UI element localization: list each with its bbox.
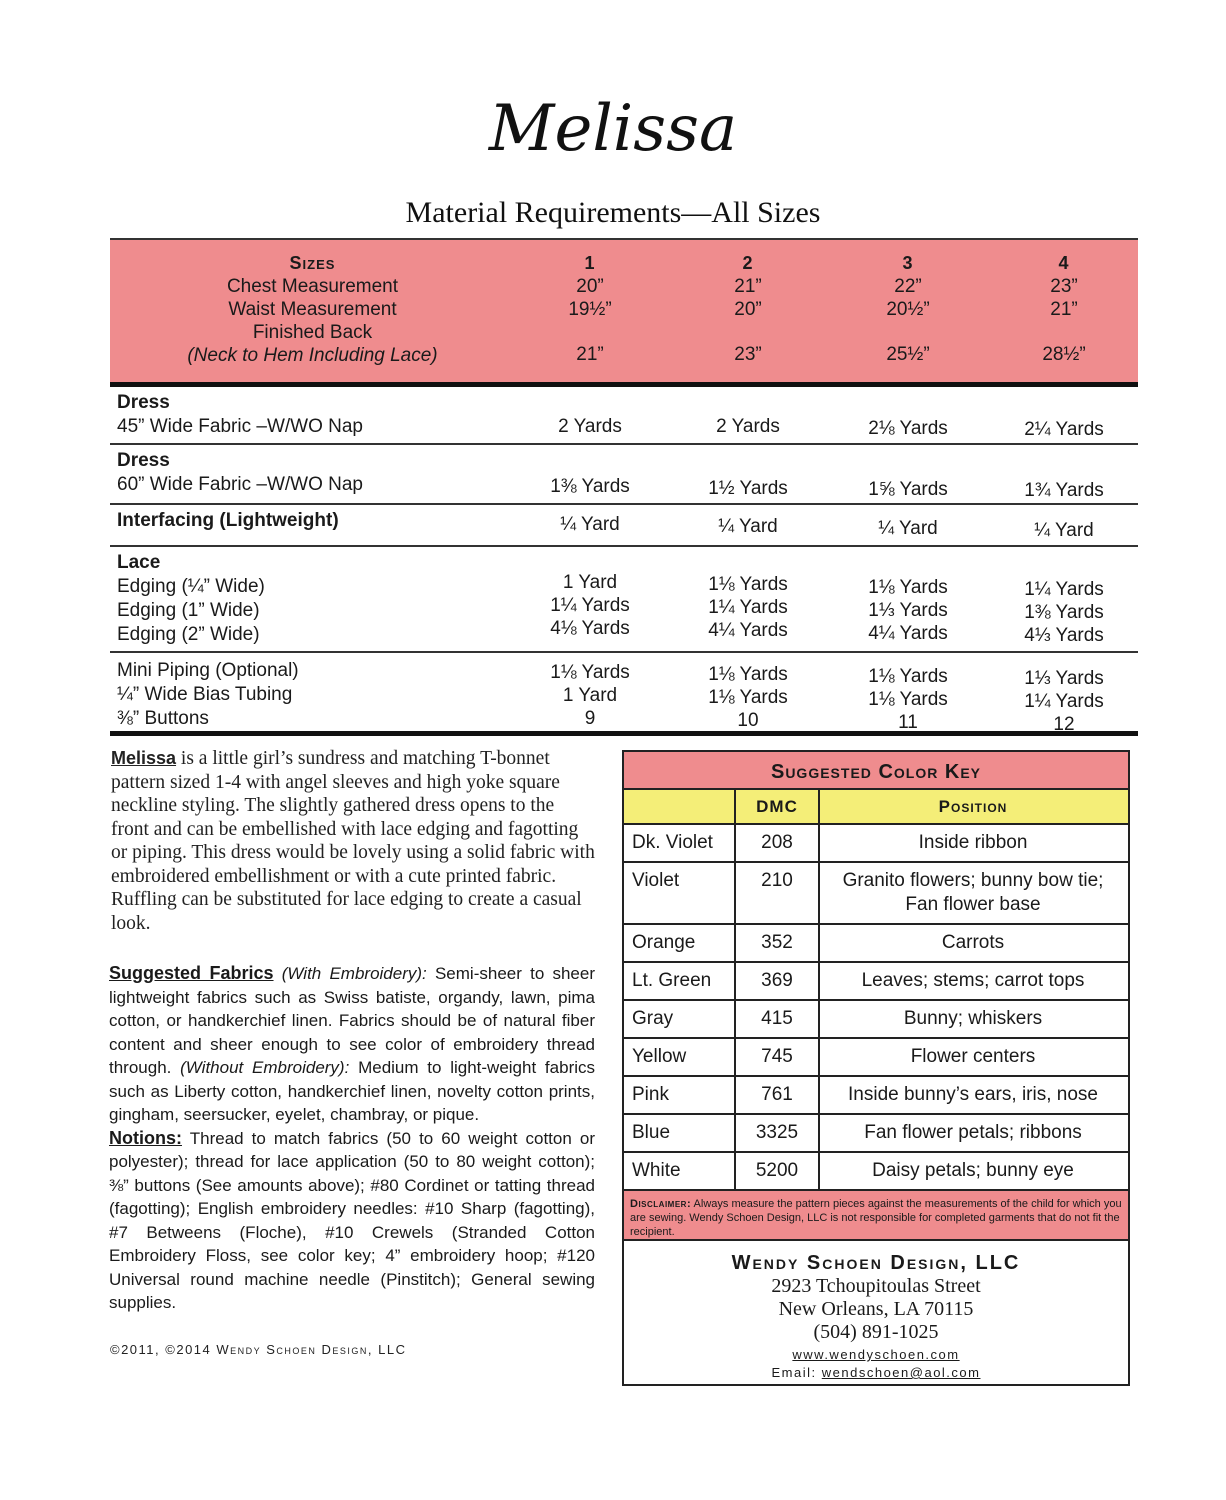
- description-lead: Melissa: [111, 748, 177, 768]
- row-title: Dress: [117, 450, 170, 471]
- cell: 1¼ Yards: [1024, 691, 1104, 712]
- color-position: Bunny; whiskers: [903, 1008, 1043, 1029]
- cell-group: [510, 571, 670, 640]
- company-city: New Orleans, LA 70115: [778, 1298, 974, 1320]
- notions-head: Notions:: [109, 1127, 182, 1148]
- dmc-column-header: DMC: [734, 790, 820, 823]
- size-number: 4: [1058, 253, 1070, 273]
- cell: 11: [898, 712, 918, 733]
- waist-label: Waist Measurement: [228, 299, 397, 320]
- cell: 1⅛ Yards: [868, 577, 948, 598]
- size-column-3: [828, 252, 988, 366]
- row-item: ¼” Wide Bias Tubing: [117, 684, 293, 705]
- disclaimer-text: Always measure the pattern pieces against the measurements of the child for which you are sewing. Wendy Schoen Design, LLC is not responsible for completed garments that do not fit the recipient.: [630, 1198, 1122, 1238]
- color-name: Pink: [632, 1084, 669, 1105]
- row-label: [117, 509, 339, 533]
- row-label: [117, 659, 299, 731]
- size-column-4: [984, 252, 1144, 366]
- color-key-row: [624, 825, 1128, 863]
- cell: 1⅜ Yards: [1024, 602, 1104, 623]
- size-column-1: [510, 252, 670, 366]
- size-number: 3: [902, 253, 914, 273]
- fabrics-text: Semi-sheer to sheer lightweight fabrics such as Swiss batiste, organdy, lawn, pima cotton, or handkerchief linen. Fabrics should be of natural fiber content and sheer enough to see color of embroidery thread through.: [109, 964, 596, 1077]
- cell: 1⅛ Yards: [708, 664, 788, 685]
- fabrics-and-notions: [109, 962, 595, 1315]
- cell: 2⅛ Yards: [868, 418, 948, 439]
- color-position: Daisy petals; bunny eye: [872, 1160, 1074, 1181]
- email-label: Email:: [771, 1365, 817, 1380]
- row-item: Mini Piping (Optional): [117, 660, 299, 681]
- cell: ¼ Yard: [718, 516, 778, 537]
- row-dress-60: [110, 445, 1138, 505]
- cell: 1⅜ Yards: [550, 476, 630, 497]
- cell: 2 Yards: [558, 416, 622, 437]
- company-website-link[interactable]: www.wendyschoen.com: [792, 1347, 960, 1362]
- cell: ¼ Yard: [1034, 520, 1094, 541]
- cell: 2¼ Yards: [1024, 419, 1104, 440]
- fabrics-italic: (Without Embroidery):: [180, 1058, 350, 1077]
- cell-group: [668, 573, 828, 642]
- cell: 4¼ Yards: [708, 620, 788, 641]
- fabrics-head: Suggested Fabrics: [109, 963, 274, 983]
- color-position: Inside ribbon: [918, 832, 1028, 853]
- cell: 1¼ Yards: [708, 597, 788, 618]
- back-value: 25½”: [886, 344, 930, 365]
- color-name: Blue: [632, 1122, 671, 1143]
- color-key-box: [622, 750, 1130, 1386]
- waist-value: 21”: [1050, 299, 1078, 320]
- disclaimer: [624, 1191, 1128, 1241]
- cell: 12: [1053, 714, 1075, 735]
- color-position: Flower centers: [910, 1046, 1036, 1067]
- size-number: 1: [584, 253, 596, 273]
- cell: 1½ Yards: [708, 478, 788, 499]
- cell-group: [668, 663, 828, 732]
- cell: 1⅛ Yards: [868, 666, 948, 687]
- copyright: ©2011, ©2014 Wendy Schoen Design, LLC: [110, 1342, 407, 1357]
- company-block: [624, 1241, 1128, 1382]
- company-phone: (504) 891-1025: [813, 1321, 939, 1343]
- dmc-number: 3325: [755, 1122, 799, 1143]
- color-name: Yellow: [632, 1046, 687, 1067]
- header-labels: [110, 252, 515, 367]
- color-name: Gray: [632, 1008, 674, 1029]
- row-notions: [110, 653, 1138, 736]
- cell-group: [510, 661, 670, 730]
- cell: 1¼ Yards: [1024, 579, 1104, 600]
- row-lace: [110, 547, 1138, 653]
- row-item: Edging (1” Wide): [117, 600, 260, 621]
- cell: 1 Yard: [562, 685, 618, 706]
- dmc-number: 210: [761, 870, 793, 891]
- color-key-row: [624, 1001, 1128, 1039]
- cell: 4¼ Yards: [868, 623, 948, 644]
- color-position: Fan flower petals; ribbons: [864, 1122, 1082, 1143]
- color-key-row: [624, 1077, 1128, 1115]
- row-item: Edging (2” Wide): [117, 624, 260, 645]
- color-name: Violet: [632, 870, 680, 891]
- waist-value: 19½”: [568, 299, 612, 320]
- cell: 2 Yards: [716, 416, 780, 437]
- back-value: 23”: [734, 344, 762, 365]
- cell: 1¾ Yards: [1024, 480, 1104, 501]
- cell: 1⅛ Yards: [868, 689, 948, 710]
- row-title: Interfacing (Lightweight): [117, 510, 339, 531]
- color-key-header: [624, 790, 1128, 825]
- row-label: [117, 551, 265, 647]
- cell-group: [984, 578, 1144, 647]
- back-value: 21”: [576, 344, 604, 365]
- dmc-number: 745: [761, 1046, 793, 1067]
- cell: ¼ Yard: [878, 518, 938, 539]
- color-key-row: [624, 1153, 1128, 1191]
- dmc-number: 415: [761, 1008, 793, 1029]
- cell: 1⅛ Yards: [708, 687, 788, 708]
- row-item: ⅜” Buttons: [117, 708, 209, 729]
- material-table: [110, 238, 1138, 736]
- company-name: Wendy Schoen Design, LLC: [731, 1252, 1021, 1274]
- material-table-header: [110, 238, 1138, 387]
- cell: 1⅝ Yards: [868, 479, 948, 500]
- row-label: [117, 449, 363, 497]
- cell-group: [984, 667, 1144, 736]
- back-value: 28½”: [1042, 344, 1086, 365]
- dmc-number: 761: [761, 1084, 793, 1105]
- page-title: Melissa: [488, 92, 738, 166]
- row-label: [117, 391, 363, 439]
- chest-value: 23”: [1050, 276, 1078, 297]
- row-dress-45: [110, 387, 1138, 445]
- color-position: Granito flowers; bunny bow tie; Fan flower base: [842, 870, 1104, 915]
- color-position: Leaves; stems; carrot tops: [861, 970, 1085, 991]
- cell: 1⅓ Yards: [868, 600, 948, 621]
- notions-paragraph: [109, 1127, 595, 1315]
- company-email-link[interactable]: wendschoen@aol.com: [821, 1365, 981, 1380]
- sizes-label: Sizes: [289, 253, 336, 273]
- dmc-number: 5200: [755, 1160, 799, 1181]
- row-title: Dress: [117, 392, 170, 413]
- notions-text: Thread to match fabrics (50 to 60 weight cotton or polyester); thread for lace application (50 to 80 weight cotton); ⅜” buttons (See amounts above); #80 Cordinet or tatting thread (fagotting); English embroidery needles: #10 Sharp (fagotting), #7 Betweens (Floche), #10 Crewels (Stranded Cotton Embroidery Floss, see color key; 4” embroidery hoop; #120 Universal round machine needle (Pinstitch); General sewing supplies.: [109, 1128, 595, 1312]
- cell: 1⅛ Yards: [550, 662, 630, 683]
- fabrics-paragraph: [109, 962, 595, 1127]
- chest-value: 22”: [894, 276, 922, 297]
- color-name: White: [632, 1160, 681, 1181]
- row-interfacing: [110, 505, 1138, 547]
- color-position: Inside bunny’s ears, iris, nose: [848, 1084, 1098, 1105]
- color-key-title: Suggested Color Key: [624, 752, 1128, 790]
- description-paragraph: [111, 747, 595, 935]
- company-street: 2923 Tchoupitoulas Street: [771, 1275, 981, 1297]
- color-name: Lt. Green: [632, 970, 712, 991]
- position-column-header: Position: [938, 797, 1008, 816]
- disclaimer-label: Disclaimer:: [630, 1198, 692, 1210]
- color-key-row: [624, 963, 1128, 1001]
- dmc-number: 352: [761, 932, 793, 953]
- color-key-row: [624, 1115, 1128, 1153]
- color-name: Dk. Violet: [632, 832, 713, 853]
- fabrics-text: Medium to light-weight fabrics such as Liberty cotton, handkerchief linen, novelty cotton prints, gingham, seersucker, eyelet, chambray, or pique.: [109, 1058, 596, 1124]
- chest-value: 20”: [576, 276, 604, 297]
- cell: ¼ Yard: [560, 514, 620, 535]
- company-email: [624, 1364, 1128, 1382]
- dmc-number: 208: [761, 832, 793, 853]
- color-position: Carrots: [941, 932, 1005, 953]
- back-label: Finished Back: [252, 322, 373, 343]
- color-key-row: [624, 1039, 1128, 1077]
- color-name: Orange: [632, 932, 696, 953]
- cell: 10: [737, 710, 759, 731]
- row-item: Edging (¼” Wide): [117, 576, 265, 597]
- color-key-row: [624, 925, 1128, 963]
- row-subtitle: 45” Wide Fabric –W/WO Nap: [117, 416, 363, 437]
- cell: 4⅛ Yards: [550, 618, 630, 639]
- cell-group: [828, 665, 988, 734]
- waist-value: 20”: [734, 299, 762, 320]
- cell: 4⅓ Yards: [1024, 625, 1104, 646]
- chest-value: 21”: [734, 276, 762, 297]
- cell: 1¼ Yards: [550, 595, 630, 616]
- back-note: (Neck to Hem Including Lace): [187, 345, 438, 366]
- dmc-number: 369: [761, 970, 793, 991]
- waist-value: 20½”: [886, 299, 930, 320]
- size-number: 2: [742, 253, 754, 273]
- description-text: is a little girl’s sundress and matching T-bonnet pattern sized 1-4 with angel sleeves and high yoke square neckline styling. The slightly gathered dress opens to the front and can be embellished with lace edging and fagotting or piping. This dress would be lovely using a solid fabric with embroidered embellishment or with a cute printed fabric. Ruffling can be substituted for lace edging to create a casual look.: [111, 748, 595, 934]
- cell: 9: [584, 708, 596, 729]
- fabrics-italic: (With Embroidery):: [273, 964, 427, 983]
- chest-label: Chest Measurement: [226, 276, 399, 297]
- row-title: Lace: [117, 552, 161, 573]
- row-subtitle: 60” Wide Fabric –W/WO Nap: [117, 474, 363, 495]
- page-subtitle: Material Requirements—All Sizes: [405, 196, 821, 229]
- cell: 1⅓ Yards: [1024, 668, 1104, 689]
- size-column-2: [668, 252, 828, 366]
- color-key-row: [624, 863, 1128, 925]
- cell-group: [828, 576, 988, 645]
- cell: 1 Yard: [562, 572, 618, 593]
- cell: 1⅛ Yards: [708, 574, 788, 595]
